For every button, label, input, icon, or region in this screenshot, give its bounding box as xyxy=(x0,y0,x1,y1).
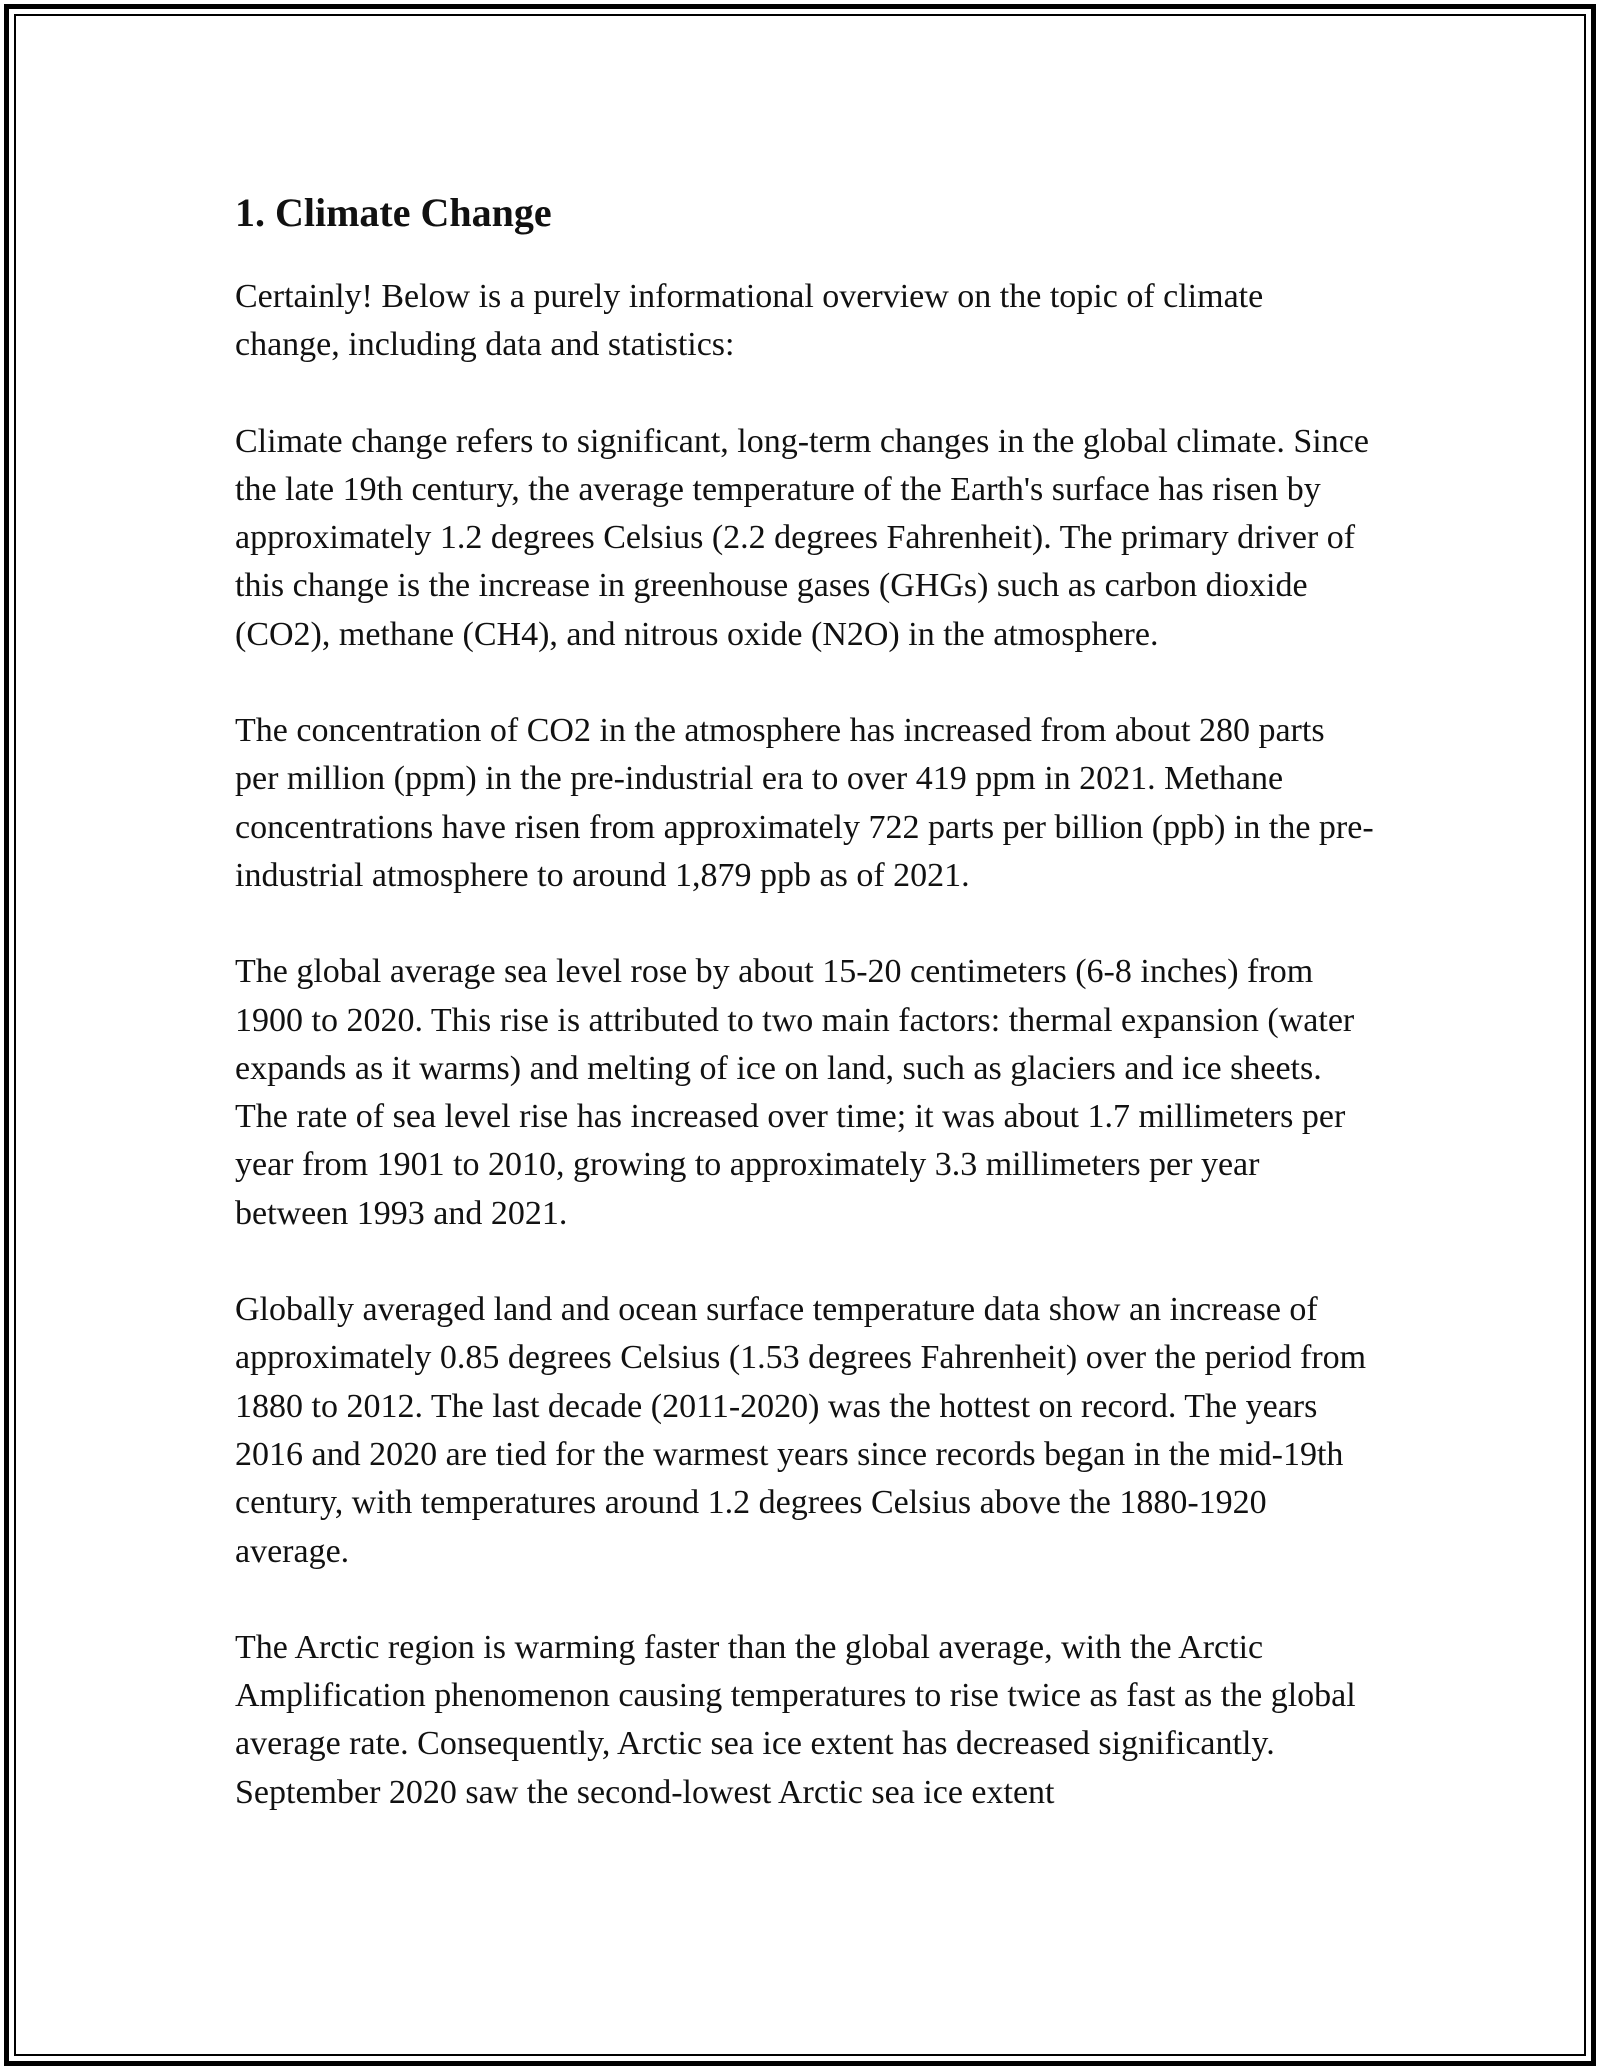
paragraph-intro: Certainly! Below is a purely informational overview on the topic of climate change, including data and statistics: xyxy=(235,278,1264,364)
document-body xyxy=(235,183,1375,1865)
paragraph-co2-methane: The concentration of CO2 in the atmosphere has increased from about 280 parts per million (ppm) in the pre-industrial era to over 419 ppm in 2021. Methane concentrations have risen from approximately 722 parts per billion (ppb) in the pre-industrial atmosphere to around 1,879 ppb as of 2021. xyxy=(235,712,1374,894)
paragraph-temperature: Globally averaged land and ocean surface temperature data show an increase of approximately 0.85 degrees Celsius (1.53 degrees Fahrenheit) over the period from 1880 to 2012. The last decade (2011-2020) was the hottest on record. The years 2016 and 2020 are tied for the warmest years since records began in the mid-19th century, with temperatures around 1.2 degrees Celsius above the 1880-1920 average. xyxy=(235,1291,1367,1570)
paragraph-sea-level: The global average sea level rose by about 15-20 centimeters (6-8 inches) from 1900 to 2020. This rise is attributed to two main factors: thermal expansion (water expands as it warms) and melting of ice on land, such as glaciers and ice sheets. The rate of sea level rise has increased over time; it was about 1.7 millimeters per year from 1901 to 2010, growing to approximately 3.3 millimeters per year between 1993 and 2021. xyxy=(235,953,1355,1232)
paragraph-arctic: The Arctic region is warming faster than the global average, with the Arctic Amplification phenomenon causing temperatures to rise twice as fast as the global average rate. Consequently, Arctic sea ice extent has decreased significantly. September 2020 saw the second-lowest Arctic sea ice extent xyxy=(235,1628,1356,1811)
paragraph-definition: Climate change refers to significant, long-term changes in the global climate. Since the late 19th century, the average temperature of the Earth's surface has risen by approximately 1.2 degrees Celsius (2.2 degrees Fahrenheit). The primary driver of this change is the increase in greenhouse gases (GHGs) such as carbon dioxide (CO2), methane (CH4), and nitrous oxide (N2O) in the atmosphere. xyxy=(235,422,1369,653)
section-heading: 1. Climate Change xyxy=(235,190,552,235)
